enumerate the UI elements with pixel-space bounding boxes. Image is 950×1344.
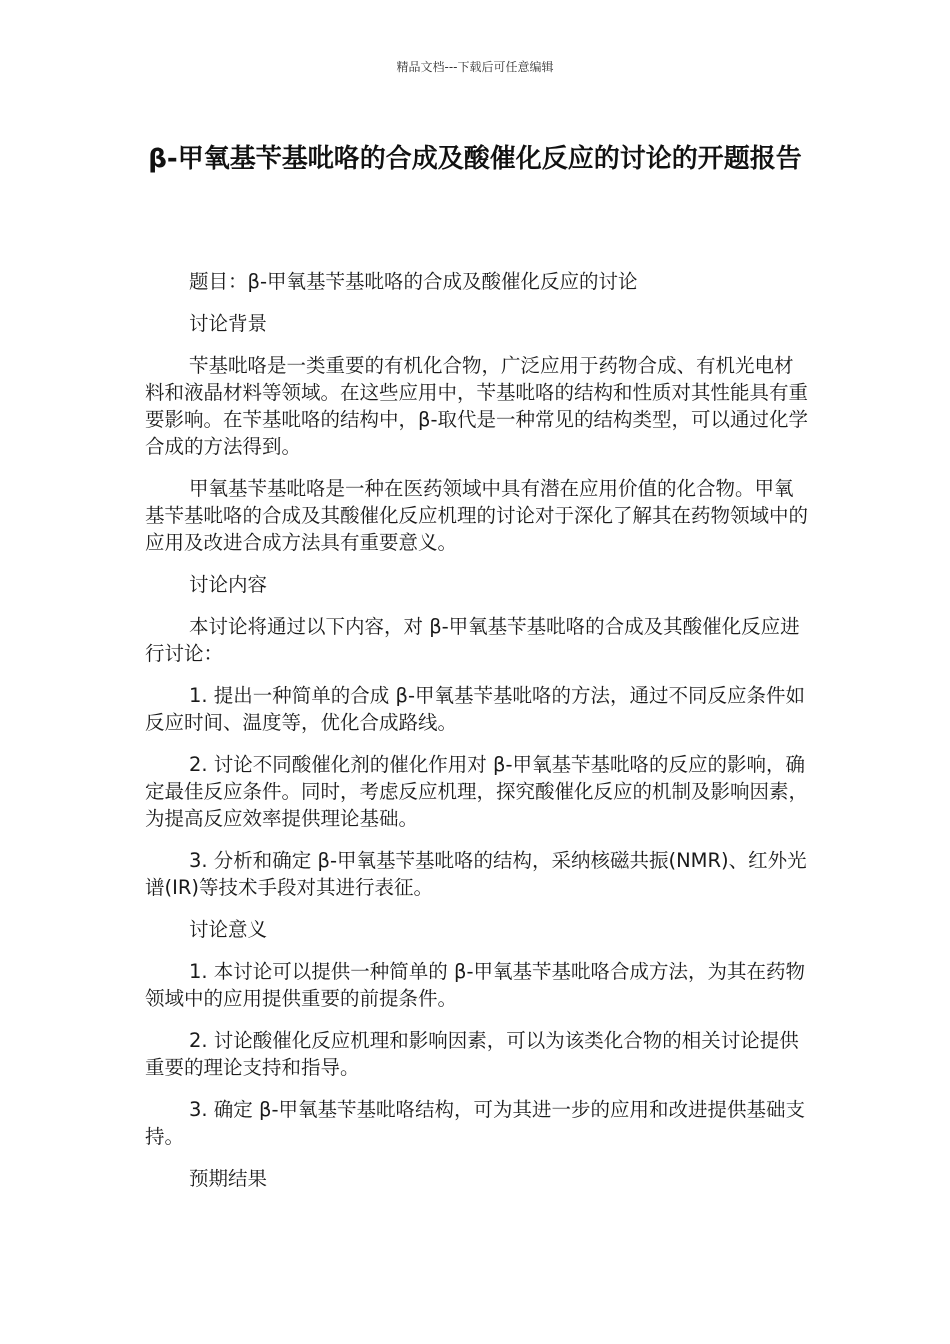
document-title: β-甲氧基苄基吡咯的合成及酸催化反应的讨论的开题报告: [148, 144, 802, 174]
expected-heading: 预期结果: [189, 1167, 268, 1190]
significance-list-item: 3. 确定 β-甲氧基苄基吡咯结构，可为其进一步的应用和改进提供基础支持。: [145, 1098, 805, 1148]
background-paragraph: 苄基吡咯是一类重要的有机化合物，广泛应用于药物合成、有机光电材料和液晶材料等领域。在这些应用中，苄基吡咯的结构和性质对其性能具有重要影响。在苄基吡咯的结构中，β-取代是一种常见的结构类型，可以通过化学合成的方法得到。: [145, 354, 809, 458]
content-list-item: 1. 提出一种简单的合成 β-甲氧基苄基吡咯的方法，通过不同反应条件如反应时间、温度等，优化合成路线。: [145, 684, 805, 734]
background-heading: 讨论背景: [189, 312, 268, 335]
background-paragraph: 甲氧基苄基吡咯是一种在医药领域中具有潜在应用价值的化合物。甲氧基苄基吡咯的合成及其酸催化反应机理的讨论对于深化了解其在药物领域中的应用及改进合成方法具有重要意义。: [145, 477, 809, 554]
content-list-item: 2. 讨论不同酸催化剂的催化作用对 β-甲氧基苄基吡咯的反应的影响，确定最佳反应条件。同时，考虑反应机理，探究酸催化反应的机制及影响因素，为提高反应效率提供理论基础。: [145, 753, 809, 830]
topic-line: 题目：β-甲氧基苄基吡咯的合成及酸催化反应的讨论: [189, 270, 638, 293]
significance-list-item: 2. 讨论酸催化反应机理和影响因素，可以为该类化合物的相关讨论提供重要的理论支持和指导。: [145, 1029, 799, 1079]
header-note: 精品文档---下载后可任意编辑: [396, 60, 554, 74]
document-body: [145, 268, 810, 1207]
content-heading: 讨论内容: [189, 573, 268, 596]
content-intro: 本讨论将通过以下内容，对 β-甲氧基苄基吡咯的合成及其酸催化反应进行讨论：: [145, 615, 800, 665]
significance-list-item: 1. 本讨论可以提供一种简单的 β-甲氧基苄基吡咯合成方法，为其在药物领域中的应用提供重要的前提条件。: [145, 960, 805, 1010]
content-list-item: 3. 分析和确定 β-甲氧基苄基吡咯的结构，采纳核磁共振(NMR)、红外光谱(IR)等技术手段对其进行表征。: [145, 849, 807, 899]
significance-heading: 讨论意义: [189, 918, 268, 941]
